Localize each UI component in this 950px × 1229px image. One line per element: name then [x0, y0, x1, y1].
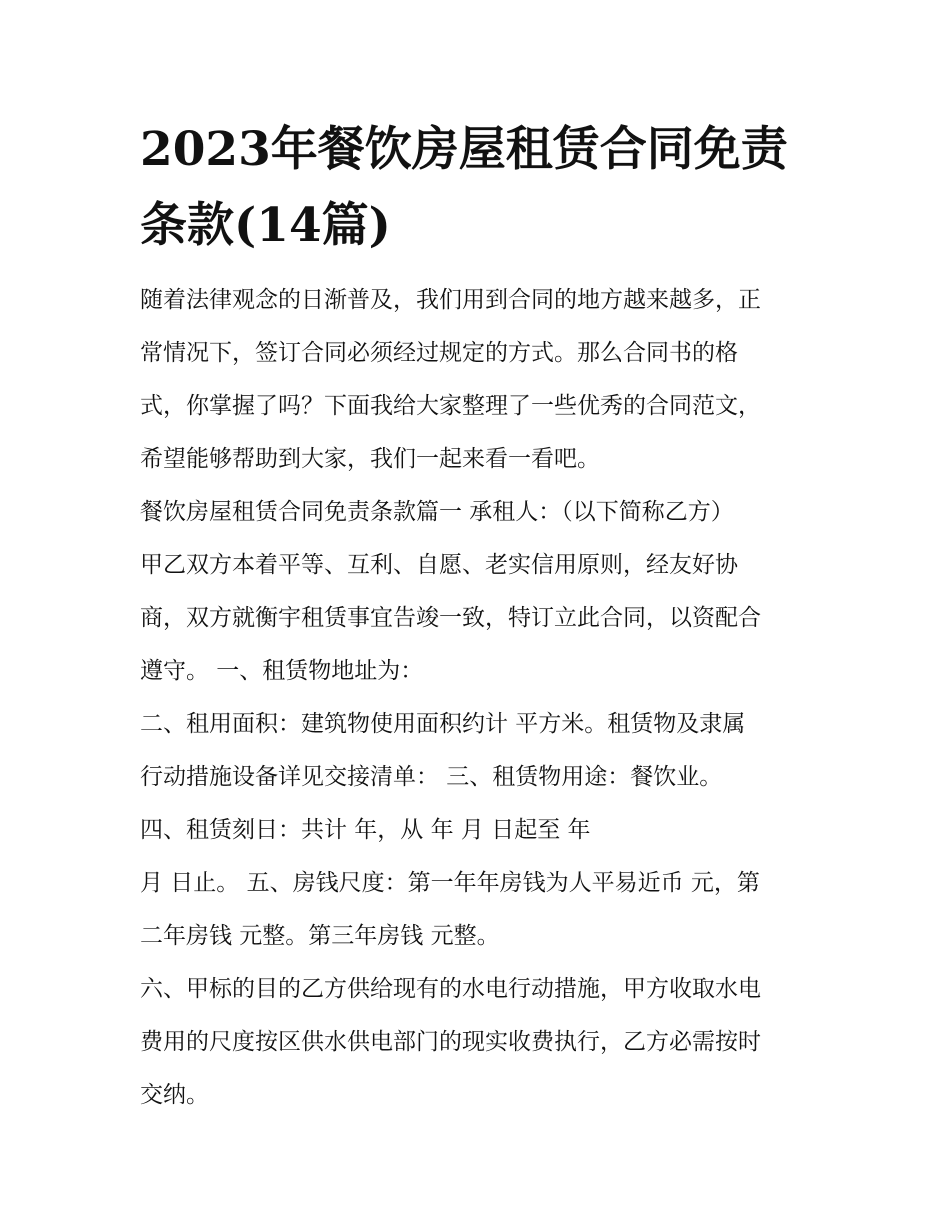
body-line: 遵守。 一、租赁物地址为： [140, 658, 424, 684]
body-line: 二、租用面积：建筑物使用面积约计 平方米。租赁物及隶属 [140, 711, 746, 737]
title-line-2: 条款(14篇) [140, 198, 391, 253]
title-line-1: 2023年餐饮房屋租赁合同免责 [140, 122, 788, 177]
body-line: 费用的尺度按区供水供电部门的现实收费执行，乙方必需按时 [140, 1029, 761, 1055]
body-line: 二年房钱 元整。第三年房钱 元整。 [140, 923, 500, 949]
body-line: 式，你掌握了吗？下面我给大家整理了一些优秀的合同范文， [140, 393, 761, 419]
body-line: 随着法律观念的日渐普及，我们用到合同的地方越来越多，正 [140, 287, 761, 313]
body-line: 常情况下，签订合同必须经过规定的方式。那么合同书的格 [140, 340, 738, 366]
body-line: 交纳。 [140, 1082, 209, 1108]
document-title [140, 112, 830, 264]
document-body [140, 274, 830, 1122]
body-line: 商，双方就衡宇租赁事宜告竣一致，特订立此合同，以资配合 [140, 605, 761, 631]
body-line: 希望能够帮助到大家，我们一起来看一看吧。 [140, 446, 600, 472]
body-line: 月 日止。 五、房钱尺度：第一年年房钱为人平易近币 元，第 [140, 870, 760, 896]
body-line: 六、甲标的目的乙方供给现有的水电行动措施，甲方收取水电 [140, 976, 761, 1002]
body-line: 四、租赁刻日：共计 年，从 年 月 日起至 年 [140, 817, 591, 843]
body-line: 餐饮房屋租赁合同免责条款篇一 承租人：（以下简称乙方） [140, 499, 734, 525]
body-line: 甲乙双方本着平等、互利、自愿、老实信用原则，经友好协 [140, 552, 738, 578]
body-line: 行动措施设备详见交接清单： 三、租赁物用途：餐饮业。 [140, 764, 723, 790]
